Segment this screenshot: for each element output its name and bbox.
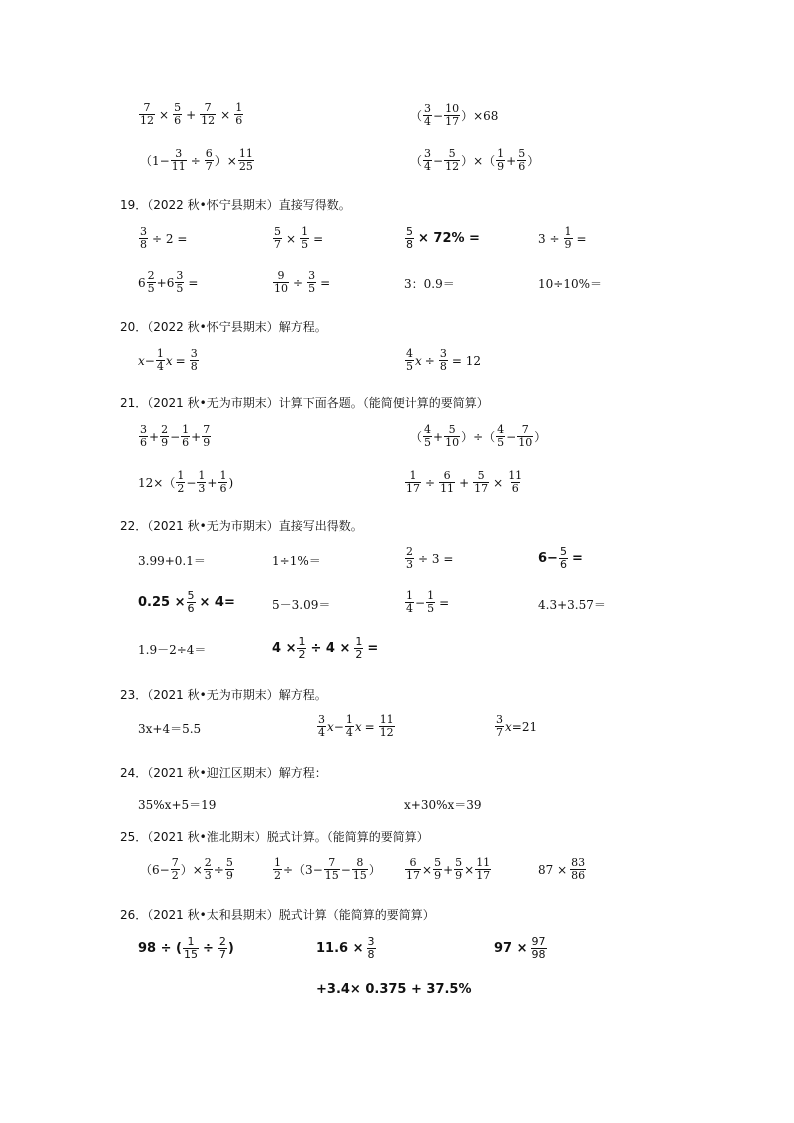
- q22-expr-2: 1÷1%＝: [272, 554, 321, 568]
- q26-expr-3: 97 × $\frac{97}{98}$: [494, 935, 546, 961]
- q21-expr-2: （ $\frac{4}{5}$ + $\frac{5}{10}$ ）÷（ $\frac{4}{5}$ − $\frac{7}{10}$ ）: [410, 423, 547, 449]
- q26-expr-4: +3.4× 0.375 + 37.5%: [316, 982, 472, 997]
- q25-expr-2: $\frac{1}{2}$ ÷（3− $\frac{7}{15}$ − $\frac{8}{15}$ ）: [274, 856, 381, 882]
- q24-title: 24．（2021 秋•迎江区期末）解方程：: [120, 766, 327, 780]
- q21-expr-3: 12×（ $\frac{1}{2}$ − $\frac{1}{3}$ + $\frac{1}{6}$ ): [138, 469, 234, 495]
- q19-expr-2: $\frac{5}{7}$ × $\frac{1}{5}$ =: [274, 225, 324, 251]
- q22-expr-5: 0.25 × $\frac{5}{6}$ × 4=: [138, 589, 235, 615]
- q24-expr-1: 35%x+5＝19: [138, 798, 217, 812]
- q19-title: 19．（2022 秋•怀宁县期末）直接写得数。: [120, 198, 351, 212]
- q25-expr-1: （6− $\frac{7}{2}$ ）× $\frac{2}{3}$ ÷ $\frac{5}{9}$: [140, 856, 233, 882]
- q19-expr-4: 3 ÷ $\frac{1}{9}$ =: [538, 225, 587, 251]
- q20-title: 20．（2022 秋•怀宁县期末）解方程。: [120, 320, 327, 334]
- q26-title: 26．（2021 秋•太和县期末）脱式计算（能简算的要简算）: [120, 908, 435, 922]
- q22-expr-6: 5－3.09＝: [272, 598, 331, 612]
- q22-expr-4: 6 − $\frac{5}{6}$ =: [538, 545, 583, 571]
- q21-expr-4: $\frac{1}{17}$ ÷ $\frac{6}{11}$ + $\frac{5}{17}$ × $\frac{11}{6}$: [406, 469, 523, 495]
- q18-expr-4: （ $\frac{3}{4}$ − $\frac{5}{12}$ ）×（ $\frac{1}{9}$ + $\frac{5}{6}$ ）: [410, 147, 540, 173]
- q25-expr-3: $\frac{6}{17}$ × $\frac{5}{9}$ + $\frac{5}{9}$ × $\frac{11}{17}$: [406, 856, 491, 882]
- q22-expr-8: 4.3+3.57＝: [538, 598, 606, 612]
- q22-title: 22．（2021 秋•无为市期末）直接写出得数。: [120, 519, 363, 533]
- q23-title: 23．（2021 秋•无为市期末）解方程。: [120, 688, 327, 702]
- q18-expr-2: （ $\frac{3}{4}$ − $\frac{10}{17}$ ）×68: [410, 102, 499, 128]
- q22-expr-9: 1.9－2÷4＝: [138, 643, 207, 657]
- q26-expr-2: 11.6 × $\frac{3}{8}$: [316, 935, 375, 961]
- q22-expr-3: $\frac{2}{3}$ ÷ 3 =: [406, 545, 454, 571]
- q19-expr-3: $\frac{5}{8}$ × 72% =: [406, 225, 480, 251]
- q18-expr-3: （1− $\frac{3}{11}$ ÷ $\frac{6}{7}$ ）× $\frac{11}{25}$: [140, 147, 253, 173]
- q22-expr-1: 3.99+0.1＝: [138, 554, 206, 568]
- q21-expr-1: $\frac{3}{6}$ + $\frac{2}{9}$ − $\frac{1}{6}$ + $\frac{7}{9}$: [140, 423, 211, 449]
- q25-expr-4: 87 × $\frac{83}{86}$: [538, 856, 586, 882]
- q21-title: 21．（2021 秋•无为市期末）计算下面各题。（能简便计算的要简算）: [120, 396, 489, 410]
- q19-expr-6: $\frac{9}{10}$ ÷ $\frac{3}{5}$ =: [274, 269, 331, 295]
- q18-expr-1: $\frac{7}{12}$ × $\frac{5}{6}$ + $\frac{7}{12}$ × $\frac{1}{6}$: [140, 101, 243, 127]
- q24-expr-2: x+30%x＝39: [404, 798, 482, 812]
- q26-expr-1: 98 ÷ ( $\frac{1}{15}$ ÷ $\frac{2}{7}$ ): [138, 935, 234, 961]
- q23-expr-2: $\frac{3}{4}$ x − $\frac{1}{4}$ x = $\frac{11}{12}$: [318, 713, 394, 739]
- q20-expr-1: x − $\frac{1}{4}$ x = $\frac{3}{8}$: [138, 347, 198, 373]
- q20-expr-2: $\frac{4}{5}$ x ÷ $\frac{3}{8}$ = 12: [406, 347, 481, 373]
- q19-expr-8: 10÷10%＝: [538, 277, 602, 291]
- q19-expr-7: 3：0.9＝: [404, 277, 455, 291]
- q22-expr-10: 4 × $\frac{1}{2}$ ÷ 4 × $\frac{1}{2}$ =: [272, 635, 379, 661]
- q23-expr-1: 3x+4＝5.5: [138, 722, 202, 736]
- q25-title: 25．（2021 秋•淮北期末）脱式计算。（能简算的要简算）: [120, 830, 429, 844]
- q22-expr-7: $\frac{1}{4}$ − $\frac{1}{5}$ =: [406, 589, 450, 615]
- q19-expr-5: 6 $\frac{2}{5}$ +6 $\frac{3}{5}$ =: [138, 269, 199, 295]
- q19-expr-1: $\frac{3}{8}$ ÷ 2 =: [140, 225, 188, 251]
- q23-expr-3: $\frac{3}{7}$ x =21: [496, 713, 538, 739]
